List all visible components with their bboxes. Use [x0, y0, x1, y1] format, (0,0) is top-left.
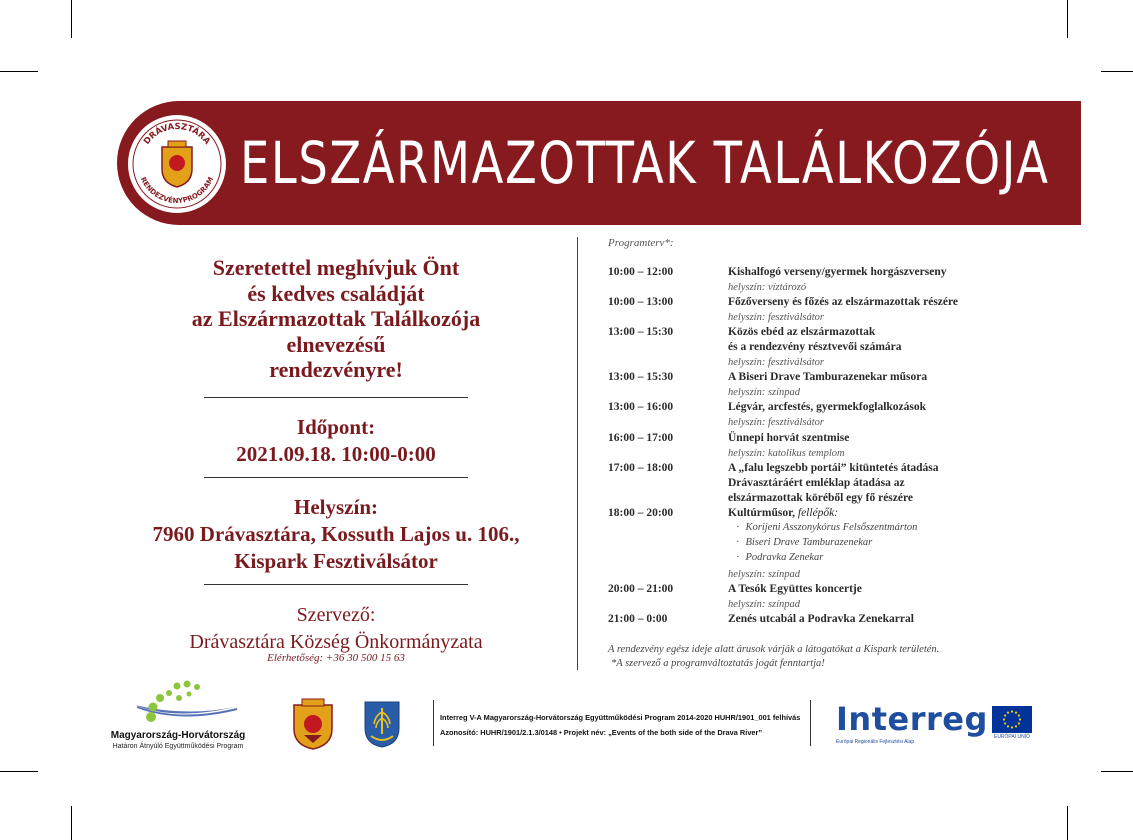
venue-address: 7960 Drávasztára, Kossuth Lajos u. 106.,: [152, 522, 520, 546]
program-time: 20:00 – 21:00: [608, 583, 674, 595]
logo-text-top: DRÁVASZTÁRA: [142, 121, 212, 147]
program-logo: [128, 115, 226, 213]
interreg-line: Azonosító: HUHR/1901/2.1.3/0148 • Projekt név: „Events of the both side of the Drava River”: [440, 728, 763, 737]
program-time: 21:00 – 0:00: [608, 613, 668, 625]
program-event: Közös ebéd az elszármazottak: [728, 326, 876, 338]
venue-place: Kispark Fesztiválsátor: [234, 549, 438, 573]
program-event: Drávasztáráért emléklap átadása az: [728, 477, 905, 489]
program-event: [728, 506, 1028, 521]
program-disclaimer: *A szervező a programváltoztatás jogát fenntartja!: [611, 658, 825, 669]
date-value: 2021.09.18. 10:00-0:00: [236, 442, 436, 466]
program-time: 18:00 – 20:00: [608, 507, 674, 519]
program-time: 16:00 – 17:00: [608, 432, 674, 444]
program-time: 17:00 – 18:00: [608, 462, 674, 474]
crop-mark: [1101, 771, 1133, 772]
divider: [204, 584, 468, 585]
program-event: elszármazottak köréből egy fő részére: [728, 492, 913, 504]
column-divider: [577, 237, 578, 670]
venue-block: [128, 494, 544, 575]
crop-mark: [0, 71, 38, 72]
invitation-text: [128, 255, 544, 383]
crop-mark: [71, 0, 72, 38]
eu-label: EURÓPAI UNIÓ: [993, 734, 1031, 740]
program-location: helyszín: színpad: [728, 387, 801, 398]
program-time: 10:00 – 12:00: [608, 266, 674, 278]
coat-of-arms-icon: [162, 141, 192, 187]
crop-mark: [0, 771, 38, 772]
crest-icon: [290, 697, 336, 751]
invitation-line: rendezvényre!: [269, 357, 403, 382]
coat-of-arms-icon: [363, 700, 401, 748]
organizer-name: Drávasztára Község Önkormányzata: [189, 631, 483, 653]
program-time: 13:00 – 16:00: [608, 401, 674, 413]
crop-mark: [1101, 71, 1133, 72]
invitation-line: az Elszármazottak Találkozója: [191, 306, 481, 331]
program-location: helyszín: színpad: [728, 569, 801, 580]
performer: · Podravka Zenekar: [736, 552, 823, 563]
eu-stars-icon: [992, 706, 1032, 733]
logo-text-bottom: RENDEZVÉNYPROGRAM: [138, 175, 216, 206]
program-event: A Tesók Együttes koncertje: [728, 583, 862, 595]
program-location: helyszín: fesztiválsátor: [728, 417, 824, 428]
divider: [204, 397, 468, 398]
program-location: helyszín: víztározó: [728, 282, 807, 293]
program-time: 13:00 – 15:30: [608, 371, 674, 383]
date-label: Időpont:: [296, 415, 376, 439]
program-event: Kishalfogó verseny/gyermek horgászverseny: [728, 266, 947, 278]
program-event-suffix: fellépők:: [795, 507, 839, 519]
crop-mark: [1067, 0, 1068, 38]
eu-flag-icon: [992, 706, 1032, 733]
invitation-line: és kedves családját: [247, 280, 425, 306]
interreg-logo: Interreg: [836, 700, 988, 738]
crop-mark: [1067, 806, 1068, 840]
date-block: [128, 414, 544, 468]
program-time: 13:00 – 15:30: [608, 326, 674, 338]
interreg-subtitle: Európai Regionális Fejlesztési Alap: [836, 739, 915, 745]
hu-logo-subtitle: Határon Átnyúló Együttműködési Program: [112, 743, 244, 750]
interreg-line: Interreg V-A Magyarország-Horvátország Együttműködési Program 2014-2020 HUHR/1901_001 felhívás: [440, 713, 801, 722]
program-event: és a rendezvény résztvevői számára: [728, 341, 902, 353]
program-event: Zenés utcabál a Podravka Zenekarral: [728, 613, 914, 625]
page-title: ELSZÁRMAZOTTAK TALÁLKOZÓJA: [240, 129, 1050, 197]
program-location: helyszín: katolikus templom: [728, 448, 845, 459]
program-location: helyszín: színpad: [728, 599, 801, 610]
program-event: A Biseri Drave Tamburazenekar műsora: [728, 371, 928, 383]
program-title: Programterv*:: [608, 237, 674, 249]
program-event: Ünnepi horvát szentmise: [728, 432, 850, 444]
program-logo-ring: [128, 115, 226, 213]
divider: [204, 477, 468, 478]
program-event: Légvár, arcfestés, gyermekfoglalkozások: [728, 401, 927, 413]
program-event-title: Kultúrműsor,: [728, 507, 795, 519]
program-time: 10:00 – 13:00: [608, 296, 674, 308]
crop-mark: [71, 806, 72, 840]
program-location: helyszín: fesztiválsátor: [728, 357, 824, 368]
invitation-line: Szeretettel meghívjuk Önt: [212, 255, 460, 280]
organizer-block: [128, 602, 544, 656]
program-location: helyszín: fesztiválsátor: [728, 312, 824, 323]
organizer-contact: Elérhetőség: +36 30 500 15 63: [267, 652, 405, 664]
interreg-info: [433, 700, 811, 746]
program-note: A rendezvény egész ideje alatt árusok várják a látogatókat a Kispark területén.: [608, 644, 940, 655]
invitation-line: elnevezésű: [286, 331, 386, 357]
venue-label: Helyszín:: [294, 495, 378, 519]
organizer-label: Szervező:: [296, 604, 376, 626]
program-event: Főzőverseny és főzés az elszármazottak részére: [728, 296, 958, 308]
program-event: A „falu legszebb portái” kitüntetés átadása: [728, 462, 939, 474]
performer: · Korijeni Asszonykórus Felsőszentmárton: [736, 522, 917, 533]
performer: · Biseri Drave Tamburazenekar: [736, 537, 872, 548]
hu-logo-name: Magyarország-Horvátország: [110, 730, 246, 741]
